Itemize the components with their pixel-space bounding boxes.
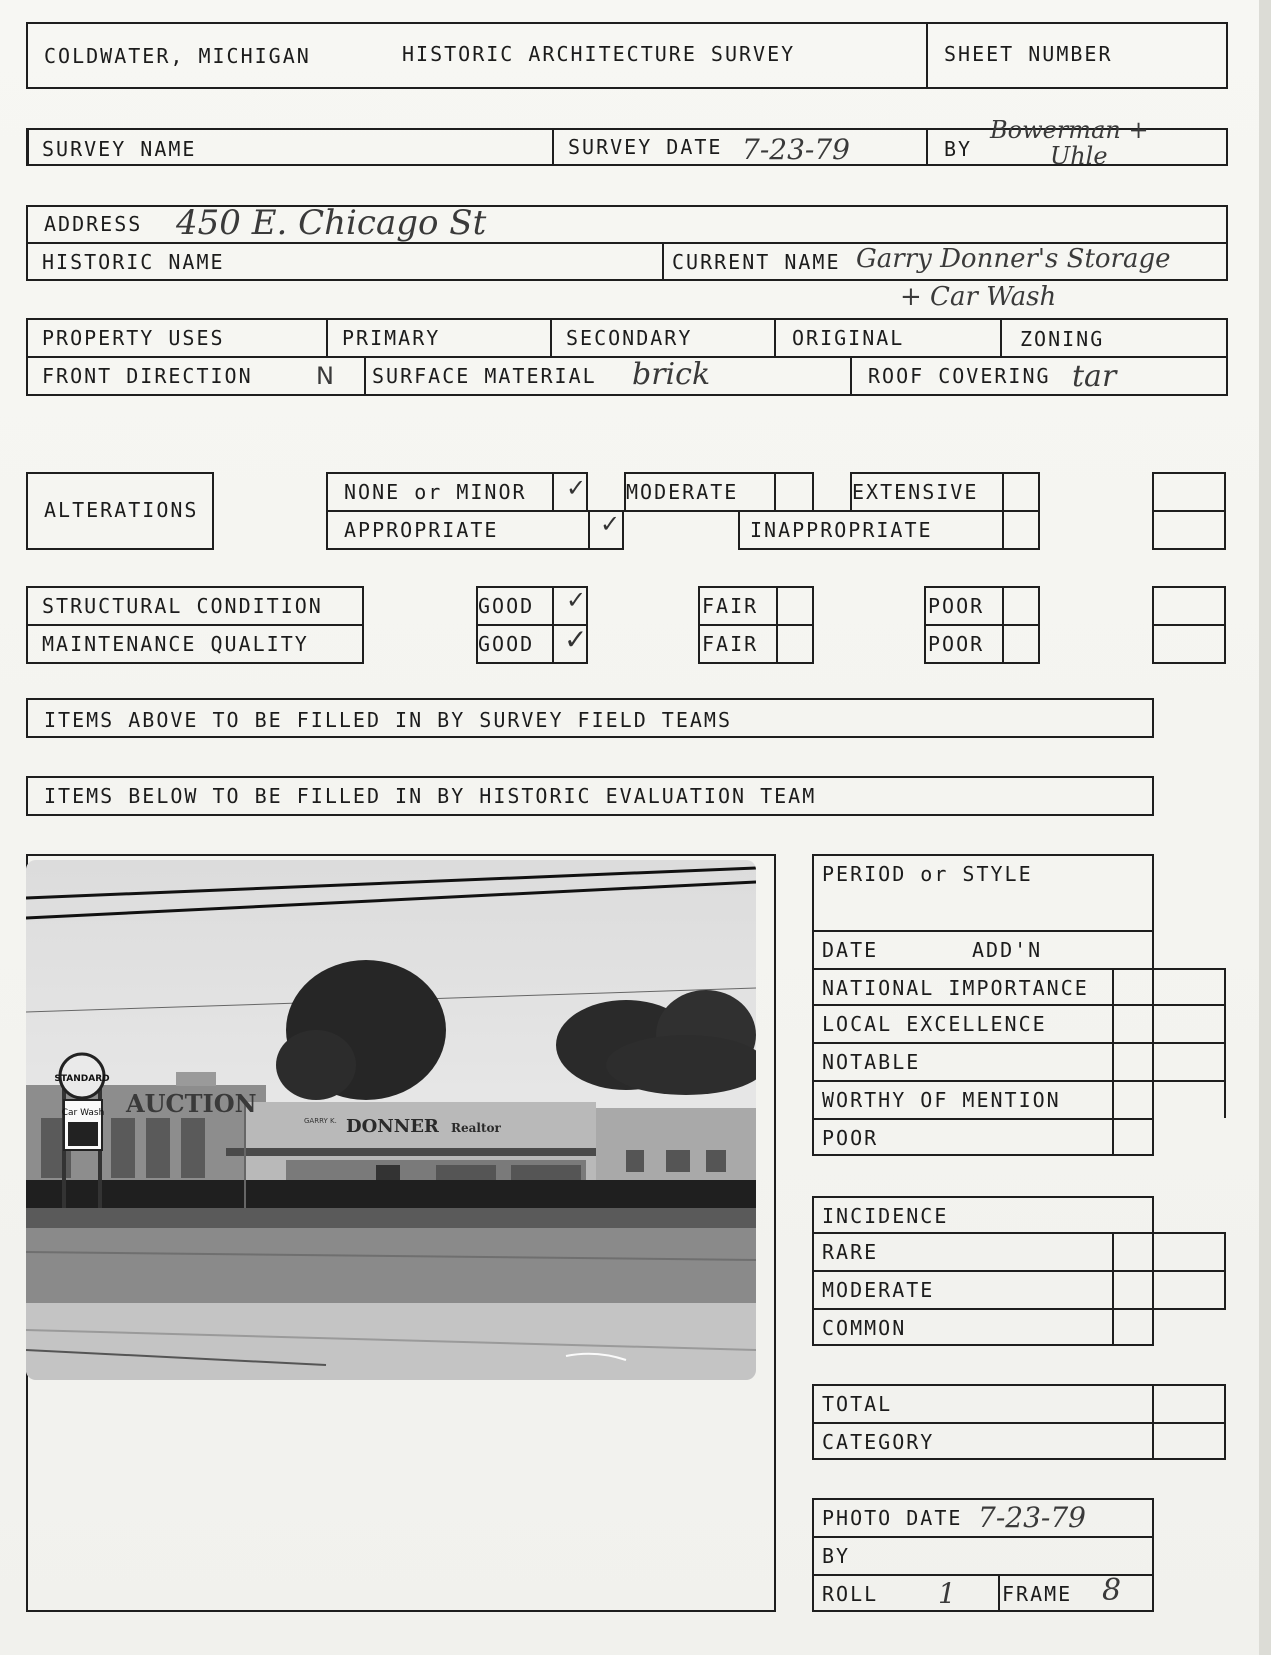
addn-label: ADD'N [972, 938, 1043, 962]
realtor-sign-text: Realtor [451, 1121, 501, 1135]
secondary-label: SECONDARY [566, 326, 693, 350]
property-uses-label: PROPERTY USES [42, 326, 225, 350]
photo-date-value: 7-23-79 [978, 1501, 1086, 1534]
local-excellence-label: LOCAL EXCELLENCE [822, 1012, 1047, 1036]
maintenance-fair-label: FAIR [702, 632, 759, 656]
address-value: 450 E. Chicago St [176, 203, 487, 243]
category-label: CATEGORY [822, 1430, 935, 1454]
primary-label: PRIMARY [342, 326, 441, 350]
front-direction-value: N [316, 362, 334, 390]
incidence-label: INCIDENCE [822, 1204, 949, 1228]
incidence-moderate-label: MODERATE [822, 1278, 935, 1302]
none-or-minor-label: NONE or MINOR [344, 480, 527, 504]
surface-material-value: brick [632, 357, 711, 392]
common-label: COMMON [822, 1316, 907, 1340]
extensive-label: EXTENSIVE [852, 480, 979, 504]
maintenance-good-label: GOOD [478, 632, 535, 656]
structural-poor-label: POOR [928, 594, 985, 618]
photo-by-label: BY [822, 1544, 851, 1568]
structural-condition-label: STRUCTURAL CONDITION [42, 594, 323, 618]
alterations-label: ALTERATIONS [44, 498, 199, 522]
sign-carwash-text: Car Wash [61, 1108, 105, 1118]
roof-covering-value: tar [1072, 359, 1117, 394]
by-value-line2: Uhle [1050, 142, 1108, 170]
roll-value: 1 [938, 1577, 956, 1610]
note-below: ITEMS BELOW TO BE FILLED IN BY HISTORIC EVALUATION TEAM [44, 784, 817, 808]
donner-small-text: GARRY K. [304, 1117, 337, 1125]
period-or-style-label: PERIOD or STYLE [822, 862, 1033, 886]
city-label: COLDWATER, MICHIGAN [44, 44, 311, 68]
zoning-label: ZONING [1020, 327, 1105, 351]
none-minor-check: ✓ [566, 474, 587, 502]
appropriate-check: ✓ [600, 510, 621, 538]
frame-value: 8 [1102, 1573, 1122, 1608]
maintenance-quality-label: MAINTENANCE QUALITY [42, 632, 309, 656]
sheet-number-label: SHEET NUMBER [944, 42, 1113, 66]
photo-date-label: PHOTO DATE [822, 1506, 963, 1530]
structural-good-check: ✓ [566, 586, 587, 614]
form-title: HISTORIC ARCHITECTURE SURVEY [402, 42, 796, 66]
current-name-label: CURRENT NAME [672, 250, 841, 274]
front-direction-label: FRONT DIRECTION [42, 364, 253, 388]
total-label: TOTAL [822, 1392, 893, 1416]
historic-name-label: HISTORIC NAME [42, 250, 225, 274]
maintenance-poor-label: POOR [928, 632, 985, 656]
roll-label: ROLL [822, 1582, 879, 1606]
survey-date-label: SURVEY DATE [568, 135, 723, 159]
inappropriate-label: INAPPROPRIATE [750, 518, 933, 542]
maintenance-good-check: ✓ [564, 623, 588, 656]
current-name-line2: + Car Wash [900, 282, 1057, 312]
address-label: ADDRESS [44, 212, 143, 236]
current-name-line1: Garry Donner's Storage [856, 244, 1171, 274]
by-value-line1: Bowerman + [990, 116, 1149, 144]
auction-sign-text: AUCTION [126, 1089, 257, 1118]
sign-brand-text: STANDARD [54, 1074, 110, 1084]
worthy-of-mention-label: WORTHY OF MENTION [822, 1088, 1061, 1112]
roof-covering-label: ROOF COVERING [868, 364, 1051, 388]
national-importance-label: NATIONAL IMPORTANCE [822, 976, 1089, 1000]
original-label: ORIGINAL [792, 326, 905, 350]
eval-poor-label: POOR [822, 1126, 879, 1150]
date-label: DATE [822, 938, 879, 962]
page-edge [1259, 0, 1271, 1655]
moderate-label: MODERATE [626, 480, 739, 504]
structural-fair-label: FAIR [702, 594, 759, 618]
appropriate-label: APPROPRIATE [344, 518, 499, 542]
survey-name-label: SURVEY NAME [42, 137, 197, 161]
structural-good-label: GOOD [478, 594, 535, 618]
surface-material-label: SURFACE MATERIAL [372, 364, 597, 388]
note-above: ITEMS ABOVE TO BE FILLED IN BY SURVEY FIELD TEAMS [44, 708, 733, 732]
survey-date-value: 7-23-79 [742, 133, 850, 166]
frame-label: FRAME [1002, 1582, 1073, 1606]
by-label: BY [944, 137, 973, 161]
building-photo [26, 860, 756, 1380]
donner-sign-text: DONNER [346, 1116, 439, 1137]
rare-label: RARE [822, 1240, 879, 1264]
notable-label: NOTABLE [822, 1050, 921, 1074]
